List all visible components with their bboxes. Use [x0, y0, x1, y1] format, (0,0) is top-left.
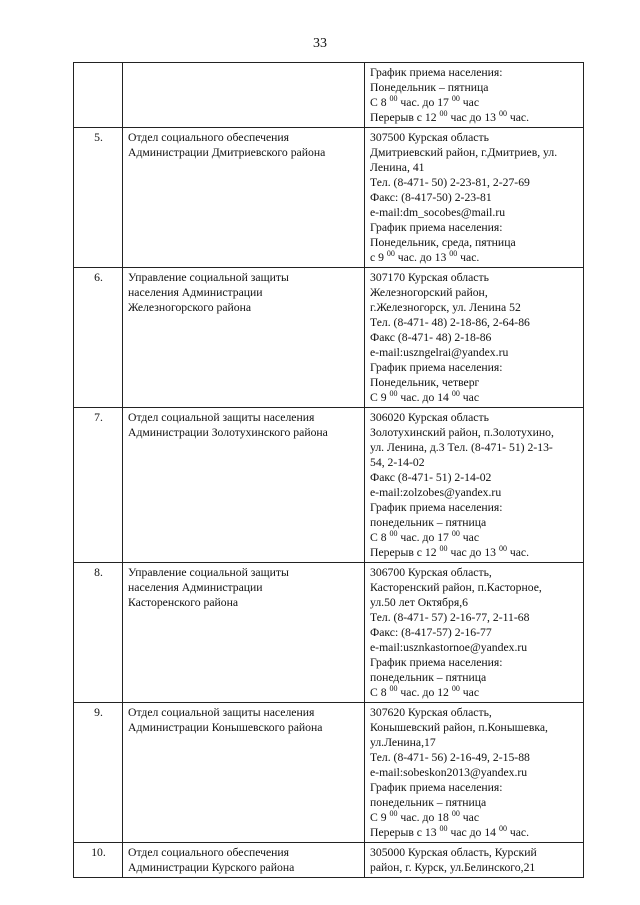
contact-line: г.Железногорск, ул. Ленина 52 — [370, 301, 521, 314]
contact-line: e-mail:usznkastornoe@yandex.ru — [370, 641, 528, 654]
contact-line: понедельник – пятница — [370, 796, 487, 809]
row-number: 8. — [74, 563, 123, 703]
contact-line: График приема населения: — [370, 66, 503, 79]
contact-line: Понедельник, среда, пятница — [370, 236, 516, 249]
contact-line: Перерыв с 13 $^{00}$ час до 14 $^{00}$ час. — [370, 824, 530, 839]
contact-line: С 8 $^{00}$ час. до 17 $^{00}$ час — [370, 529, 480, 544]
organization-line: Управление социальной защиты — [128, 271, 289, 284]
table-row — [74, 843, 584, 878]
contact-info — [365, 268, 584, 408]
contact-line: Перерыв с 12 $^{00}$ час до 13 $^{00}$ час. — [370, 544, 530, 559]
organization-line: Администрации Курского района — [128, 861, 295, 874]
time-minutes-superscript: 00 — [439, 824, 448, 834]
contact-line: понедельник – пятница — [370, 516, 487, 529]
time-minutes-superscript: 00 — [451, 684, 460, 694]
contact-line: Понедельник – пятница — [370, 81, 489, 94]
contact-line: Перерыв с 12 $^{00}$ час до 13 $^{00}$ час. — [370, 109, 530, 124]
row-number: 10. — [74, 843, 123, 878]
contact-info — [365, 843, 584, 878]
contact-line: район, г. Курск, ул.Белинского,21 — [370, 861, 536, 874]
time-minutes-superscript: 00 — [389, 94, 398, 104]
time-minutes-superscript: 00 — [498, 824, 507, 834]
organization-name — [123, 703, 365, 843]
contact-line: Ленина, 41 — [370, 161, 425, 174]
contact-info — [365, 563, 584, 703]
contact-line: 306020 Курская область — [370, 411, 489, 424]
organization-name — [123, 268, 365, 408]
contact-line: Тел. (8-471- 56) 2-16-49, 2-15-88 — [370, 751, 530, 764]
organization-line: населения Администрации — [128, 286, 263, 299]
contact-line: ул.Ленина,17 — [370, 736, 436, 749]
page-number: 33 — [313, 36, 327, 51]
time-minutes-superscript: 00 — [439, 544, 448, 554]
organization-line: Администрации Золотухинского района — [128, 426, 328, 439]
organization-name — [123, 63, 365, 128]
contact-line: Золотухинский район, п.Золотухино, — [370, 426, 554, 439]
contact-line: Понедельник, четверг — [370, 376, 480, 389]
contact-line: График приема населения: — [370, 361, 503, 374]
organization-line: Железногорского района — [128, 301, 252, 314]
organization-name — [123, 843, 365, 878]
contact-line: 307500 Курская область — [370, 131, 489, 144]
time-minutes-superscript: 00 — [451, 389, 460, 399]
row-number: 9. — [74, 703, 123, 843]
organization-line: Отдел социальной защиты населения — [128, 411, 315, 424]
contact-line: 306700 Курская область, — [370, 566, 492, 579]
table-row — [74, 703, 584, 843]
contact-line: Факс: (8-417-50) 2-23-81 — [370, 191, 492, 204]
organization-line: Отдел социального обеспечения — [128, 846, 290, 859]
organization-line: Администрации Конышевского района — [128, 721, 323, 734]
contact-line: e-mail:uszngelrai@yandex.ru — [370, 346, 509, 359]
contact-line: e-mail:dm_socobes@mail.ru — [370, 206, 506, 219]
contact-line: 305000 Курская область, Курский — [370, 846, 537, 859]
time-minutes-superscript: 00 — [451, 529, 460, 539]
row-number: 5. — [74, 128, 123, 268]
contact-line: ул.50 лет Октября,6 — [370, 596, 468, 609]
contact-line: Тел. (8-471- 48) 2-18-86, 2-64-86 — [370, 316, 530, 329]
contact-line: 54, 2-14-02 — [370, 456, 425, 469]
organization-line: Отдел социальной защиты населения — [128, 706, 315, 719]
contact-line: С 9 $^{00}$ час. до 14 $^{00}$ час — [370, 389, 480, 404]
contact-info — [365, 703, 584, 843]
organization-line: Управление социальной защиты — [128, 566, 289, 579]
time-minutes-superscript: 00 — [389, 529, 398, 539]
contact-info — [365, 408, 584, 563]
time-minutes-superscript: 00 — [386, 249, 395, 259]
time-minutes-superscript: 00 — [389, 684, 398, 694]
row-number: 6. — [74, 268, 123, 408]
organization-name — [123, 408, 365, 563]
contact-line: Касторенский район, п.Касторное, — [370, 581, 542, 594]
contact-line: Факс: (8-417-57) 2-16-77 — [370, 626, 492, 639]
contact-line: Дмитриевский район, г.Дмитриев, ул. — [370, 146, 558, 159]
contact-line: с 9 $^{00}$ час. до 13 $^{00}$ час. — [370, 249, 480, 264]
contact-line: Конышевский район, п.Конышевка, — [370, 721, 548, 734]
contact-line: Факс (8-471- 51) 2-14-02 — [370, 471, 492, 484]
table-row — [74, 268, 584, 408]
contact-line: График приема населения: — [370, 656, 503, 669]
contact-line: График приема населения: — [370, 221, 503, 234]
organization-name — [123, 128, 365, 268]
organization-name — [123, 563, 365, 703]
time-minutes-superscript: 00 — [389, 389, 398, 399]
contact-line: e-mail:sobeskon2013@yandex.ru — [370, 766, 528, 779]
contact-line: Факс (8-471- 48) 2-18-86 — [370, 331, 492, 344]
contact-line: С 8 $^{00}$ час. до 17 $^{00}$ час — [370, 94, 480, 109]
contacts-table — [73, 62, 584, 878]
contact-info — [365, 63, 584, 128]
table-row — [74, 63, 584, 128]
table-body — [74, 63, 584, 878]
contact-line: График приема населения: — [370, 501, 503, 514]
organization-line: Касторенского района — [128, 596, 239, 609]
contact-line: Тел. (8-471- 57) 2-16-77, 2-11-68 — [370, 611, 530, 624]
time-minutes-superscript: 00 — [451, 809, 460, 819]
contact-line: Железногорский район, — [370, 286, 488, 299]
row-number: 7. — [74, 408, 123, 563]
table-row — [74, 128, 584, 268]
time-minutes-superscript: 00 — [439, 109, 448, 119]
contact-line: 307620 Курская область, — [370, 706, 492, 719]
contact-line: С 8 $^{00}$ час. до 12 $^{00}$ час — [370, 684, 480, 699]
table-row — [74, 408, 584, 563]
organization-line: населения Администрации — [128, 581, 263, 594]
contact-line: С 9 $^{00}$ час. до 18 $^{00}$ час — [370, 809, 480, 824]
contact-line: График приема населения: — [370, 781, 503, 794]
time-minutes-superscript: 00 — [451, 94, 460, 104]
contact-info — [365, 128, 584, 268]
time-minutes-superscript: 00 — [449, 249, 458, 259]
contact-line: ул. Ленина, д.3 Тел. (8-471- 51) 2-13- — [370, 441, 553, 454]
time-minutes-superscript: 00 — [389, 809, 398, 819]
time-minutes-superscript: 00 — [498, 109, 507, 119]
contact-line: Тел. (8-471- 50) 2-23-81, 2-27-69 — [370, 176, 530, 189]
contact-line: e-mail:zolzobes@yandex.ru — [370, 486, 502, 499]
contact-line: понедельник – пятница — [370, 671, 487, 684]
contact-line: 307170 Курская область — [370, 271, 489, 284]
table-row — [74, 563, 584, 703]
organization-line: Администрации Дмитриевского района — [128, 146, 326, 159]
time-minutes-superscript: 00 — [498, 544, 507, 554]
row-number — [74, 63, 123, 128]
organization-line: Отдел социального обеспечения — [128, 131, 290, 144]
